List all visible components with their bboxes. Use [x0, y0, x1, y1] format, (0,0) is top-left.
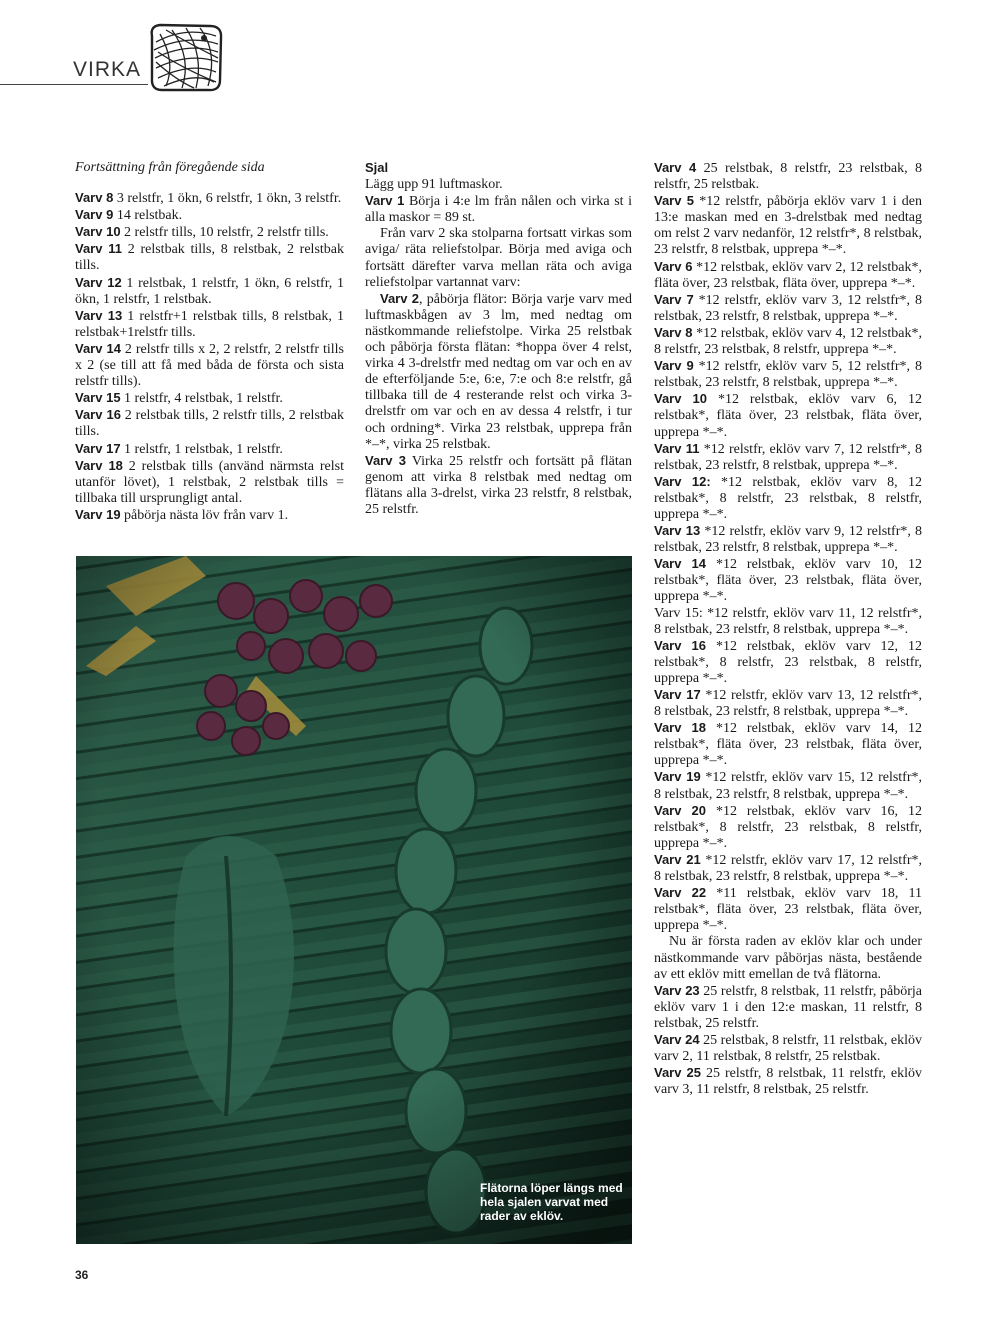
row-text: *12 relstbak, eklöv varv 8, 12 relstbak*, 8 relstfr, 23 relstbak, 8 relstfr, upprepa *–*. — [654, 474, 923, 522]
row-label: Varv 9 — [75, 207, 114, 223]
row-text: 1 relstbak, 1 relstfr, 1 ökn, 6 relstfr, 1 ökn, 1 relstfr, 1 relstbak. — [75, 275, 344, 307]
row-instruction: Varv 2, påbörja flätor: Börja varje varv med luftmaskbågen av 3 lm, med nedtag om nästkommande reliefstolpe. Virka 25 relstbak och påbörja första flätan: *hoppa över 4 relst, virka 4 3-drelstfr med nedtag om var och en av de efterföljande 5:e, 6:e, 7:e och 8:e relstfr, gå tillbaka till de 4 resterande relst och virka 3-drelstfr om var och en av dessa 4 relstfr, i tur och ordning*. Virka 23 relstbak, upprepa från *–*, virka 25 relstbak. — [365, 290, 632, 452]
row-label: Varv 21 — [654, 851, 701, 867]
row-text: *12 relstfr, påbörja eklöv varv 1 i den 13:e maskan med en 3-drelstbak med nedtag om relst 2 varv nedanför, 12 relstfr*, 8 relstbak, 23 relstfr, 8 relstbak, upprepa *–*. — [654, 194, 922, 258]
row-label: Varv 17 — [654, 687, 701, 702]
row-label: Varv 14 — [654, 556, 706, 572]
row-text: 1 relstfr, 1 relstbak, 1 relstfr. — [120, 441, 283, 457]
row-label: Varv 10 — [654, 391, 707, 407]
row-instruction — [654, 606, 922, 638]
row-label: Varv 8 — [654, 324, 693, 340]
row-text: 25 relstbak, 8 relstfr, 11 relstbak, eklöv varv 2, 11 relstbak, 8 relstfr, 25 relstbak. — [654, 1032, 922, 1065]
row-text: 1 relstfr, 4 relstbak, 1 relstfr. — [120, 391, 283, 407]
row-instruction — [654, 160, 922, 193]
row-text: 2 relstbak tills, 2 relstfr tills, 2 relstbak tills. — [75, 408, 344, 440]
row-label: Varv 19 — [654, 769, 701, 785]
row-text: 25 relstfr, 8 relstbak, 11 relstfr, eklöv varv 3, 11 relstfr, 8 relstbak, 25 relstfr. — [654, 1066, 923, 1098]
row-instruction — [75, 241, 344, 274]
row-label: Varv 11 — [75, 241, 123, 257]
row-instruction — [654, 391, 922, 440]
row-instruction — [654, 769, 922, 802]
row-list — [654, 983, 922, 1099]
row-label: Varv 17 — [75, 440, 121, 456]
row-label: Varv 18 — [75, 457, 123, 473]
shawl-illustration — [76, 556, 632, 1244]
row-text: 2 relstfr tills x 2, 2 relstfr, 2 relstfr tills x 2 (se till att få med båda de första och sista relstfr tills). — [75, 341, 344, 390]
row-instruction — [75, 275, 344, 308]
row-instruction — [654, 885, 922, 934]
method-paragraph: Från varv 2 ska stolparna fortsatt virkas som aviga/ räta reliefstolpar. Börja med aviga och fortsätt därefter varva mellan räta och aviga reliefstolpar vartannat varv: — [365, 226, 632, 290]
row-instruction — [654, 441, 922, 474]
row-label: Varv 4 — [654, 160, 697, 175]
row-instruction — [654, 852, 922, 885]
row-text: *11 relstbak, eklöv varv 18, 11 relstbak*, fläta över, 23 relstbak, fläta över, upprepa *–*. — [654, 886, 923, 934]
page-number: 36 — [75, 1268, 89, 1282]
row-instruction: Varv 1 Börja i 4:e lm från nålen och virka st i alla maskor = 89 st. — [365, 193, 632, 226]
row-label: Varv 20 — [654, 802, 706, 818]
row-instruction — [654, 259, 922, 292]
photo-caption: Flätorna löper längs med hela sjalen varvat med rader av eklöv. — [480, 1181, 623, 1223]
row-instruction — [75, 390, 344, 407]
row-text: 14 relstbak. — [113, 208, 183, 224]
row-label: Varv 8 — [75, 190, 114, 206]
row-instruction — [75, 207, 344, 224]
section-header — [0, 0, 997, 110]
row-text: *12 relstbak, eklöv varv 16, 12 relstbak*, 8 relstfr, 23 relstbak, 8 relstfr, upprepa *–*. — [654, 803, 923, 851]
row-instruction — [75, 441, 344, 458]
row-label: Varv 24 — [654, 1031, 700, 1047]
row-instruction — [654, 556, 922, 605]
row-instruction — [654, 292, 922, 325]
row-label: Varv 15 — [75, 390, 121, 406]
instructions-column-3 — [654, 160, 922, 1098]
row-label: Varv 11 — [654, 440, 700, 456]
row-text: *12 relstfr, eklöv varv 7, 12 relstfr*, 8 relstbak, 23 relstfr, 8 relstbak, upprepa *–*. — [654, 441, 923, 473]
row-text: *12 relstfr, eklöv varv 3, 12 relstfr*, 8 relstbak, 23 relstfr, 8 relstbak, upprepa *–*. — [654, 292, 922, 324]
row-instruction — [654, 193, 922, 258]
note-paragraph: Nu är första raden av eklöv klar och under nästkommande varv påbörjas nästa, bestående av ett eklöv mitt emellan de två flätorna. — [654, 934, 922, 982]
row-instruction: Varv 3 Virka 25 relstfr och fortsätt på flätan genom att virka 8 relstbak med nedtag om flätans alla 3-drelst, virka 23 relstfr, 8 relstbak, 25 relstfr. — [365, 452, 632, 517]
row-label: Varv 14 — [75, 340, 121, 356]
row-instruction — [654, 325, 922, 358]
row-instruction — [654, 1065, 922, 1098]
row-text: 25 relstbak, 8 relstfr, 23 relstbak, 8 relstfr, 25 relstbak. — [654, 161, 922, 193]
row-label: Varv 12: — [654, 473, 711, 489]
row-instruction — [654, 474, 922, 523]
row-label: Varv 18 — [654, 720, 706, 736]
instructions-column-2 — [365, 160, 632, 518]
row-text: 2 relstbak tills, 8 relstbak, 2 relstbak tills. — [75, 242, 344, 274]
row-text: *12 relstfr, eklöv varv 13, 12 relstfr*, 8 relstbak, 23 relstfr, 8 relstbak, upprepa *–*. — [654, 688, 923, 720]
row-text: påbörja nästa löv från varv 1. — [120, 507, 289, 523]
row-label: Varv 7 — [654, 291, 694, 307]
row-instruction — [75, 507, 344, 524]
row-instruction — [75, 308, 344, 341]
row-label: Varv 9 — [654, 358, 694, 374]
row-text: *12 relstbak, eklöv varv 6, 12 relstbak*, fläta över, 23 relstbak, fläta över, upprepa *–*. — [654, 392, 923, 440]
row-label: Varv 19 — [75, 506, 121, 522]
row-instruction — [75, 458, 344, 507]
continuation-note: Fortsättning från föregående sida — [75, 160, 265, 175]
row-instruction — [654, 983, 922, 1032]
row-text: 25 relstfr, 8 relstbak, 11 relstfr, påbörja eklöv varv 1 i den 12:e maskan, 11 relstfr, 8 relstbak, 25 relstfr. — [654, 983, 923, 1031]
row-list — [75, 190, 344, 524]
row-instruction — [75, 341, 344, 390]
knit-shawl-photo — [76, 556, 632, 1244]
row-label: Varv 22 — [654, 885, 707, 901]
row-text: 2 relstbak tills (använd närmsta relst utanför lövet), 1 relstbak, 2 relstbak tills = tillbaka till ursprungligt antal. — [75, 458, 344, 506]
row-label: Varv 10 — [75, 224, 121, 240]
row-label: Varv 13 — [654, 523, 701, 539]
row-text: *12 relstbak, eklöv varv 4, 12 relstbak*, 8 relstfr, 23 relstbak, 8 relstfr, upprepa *–*. — [654, 325, 922, 358]
row-instruction — [75, 190, 344, 207]
yarn-ball-icon — [146, 22, 226, 94]
section-label: VIRKA — [73, 58, 142, 81]
row-instruction — [654, 1032, 922, 1065]
row-text: *12 relstbak, eklöv varv 14, 12 relstbak*, fläta över, 23 relstbak, fläta över, upprepa *–*. — [654, 721, 923, 769]
row-text: *12 relstfr, eklöv varv 9, 12 relstfr*, 8 relstbak, 23 relstfr, 8 relstbak, upprepa *–*. — [654, 524, 923, 556]
row-label: Varv 12 — [75, 274, 122, 290]
row-instruction — [654, 687, 922, 720]
row-label: Varv 23 — [654, 982, 700, 998]
row-list — [654, 160, 922, 934]
row-text: 2 relstfr tills, 10 relstfr, 2 relstfr tills. — [120, 225, 329, 241]
row-instruction — [654, 720, 922, 769]
row-instruction — [654, 358, 922, 391]
row-instruction — [654, 638, 922, 687]
row-text: *12 relstbak, eklöv varv 10, 12 relstbak*, fläta över, 23 relstbak, fläta över, upprepa *–*. — [654, 557, 923, 605]
row-text: *12 relstfr, eklöv varv 17, 12 relstfr*, 8 relstbak, 23 relstfr, 8 relstbak, upprepa *–*. — [654, 852, 923, 885]
row-text: Varv 15: *12 relstfr, eklöv varv 11, 12 relstfr*, 8 relstbak, 23 relstfr, 8 relstbak, upprepa *–*. — [654, 605, 922, 637]
row-text: *12 relstfr, eklöv varv 15, 12 relstfr*, 8 relstbak, 23 relstfr, 8 relstbak, upprepa *–*. — [654, 770, 923, 802]
row-text: 3 relstfr, 1 ökn, 6 relstfr, 1 ökn, 3 relstfr. — [113, 191, 342, 207]
row-label: Varv 13 — [75, 307, 123, 323]
row-label: Varv 16 — [75, 407, 121, 423]
row-label: Varv 6 — [654, 258, 693, 274]
row-label: Varv 25 — [654, 1065, 702, 1081]
row-label: Varv 16 — [654, 637, 706, 653]
row-instruction — [75, 407, 344, 440]
row-text: *12 relstfr, eklöv varv 5, 12 relstfr*, 8 relstbak, 23 relstfr, 8 relstbak, upprepa *–*. — [654, 359, 922, 391]
row-text: *12 relstbak, eklöv varv 2, 12 relstbak*, fläta över, 23 relstbak, fläta över, upprepa *–*. — [654, 259, 922, 291]
row-label: Varv 5 — [654, 193, 695, 209]
instructions-column-1 — [75, 160, 344, 524]
row-instruction — [654, 803, 922, 852]
header-rule — [0, 84, 148, 85]
row-instruction — [654, 523, 922, 556]
row-instruction — [75, 224, 344, 241]
row-text: *12 relstbak, eklöv varv 12, 12 relstbak*, 8 relstfr, 23 relstbak, 8 relstfr, upprepa *–*. — [654, 638, 923, 686]
pattern-heading: Sjal — [365, 160, 389, 175]
cast-on-text: Lägg upp 91 luftmaskor. — [365, 177, 503, 193]
row-text: 1 relstfr+1 relstbak tills, 8 relstbak, 1 relstbak+1relstfr tills. — [75, 308, 344, 340]
